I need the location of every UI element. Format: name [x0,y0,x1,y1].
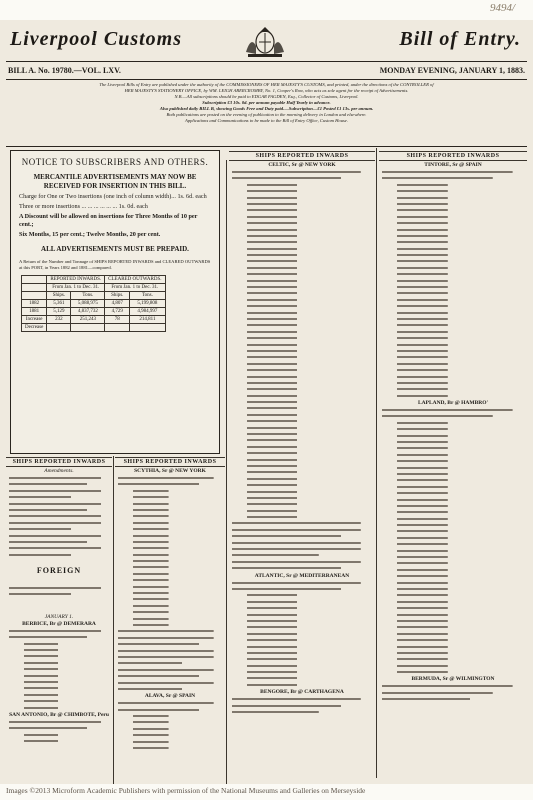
blurb-line: The Liverpool Bills of Entry are published under the authority of the COMMISSIONERS OF HER MAJESTY'S CUSTOMS, and printed, under the directions of the CONTROLLER of [99,82,434,87]
rate-line: Three or more insertions ... ... ... ... ... ... 1s. 0d. each [19,203,148,210]
text-line [133,745,222,751]
text-line [24,705,109,711]
blurb-line: Also published daily BILL B, showing Goods Free and Duty paid.—Subscription—£1 Posted £1 13s. per annum. [159,106,374,111]
table-row [22,300,166,308]
table-row [22,308,166,316]
date-heading: JANUARY 1. [44,613,74,620]
bill-number: BILL A. No. 19780.—VOL. LXV. [8,66,121,75]
rate-line: Six Months, 15 per cent.; Twelve Months, 20 per cent. [19,231,161,238]
column-divider [113,456,114,786]
table-cell: 5,129 [47,308,71,316]
table-header-outwards: CLEARED OUTWARDS. [105,276,165,284]
column-2 [115,456,225,782]
ship-heading: TINTORE, Sr @ SPAIN [424,162,482,168]
section-heading: SHIPS REPORTED INWARDS [115,457,225,467]
royal-crest-icon [242,24,288,58]
mercantile-notice: MERCANTILE ADVERTISEMENTS MAY NOW BE RECEIVED FOR INSERTION IN THIS BILL. [33,173,197,190]
text-line [9,591,109,597]
ship-heading: BENGORE, Br @ CARTHAGENA [260,689,344,696]
table-cell: 4,837,732 [71,308,105,316]
table-row [22,324,166,332]
copyright-notice: Images ©2013 Microform Academic Publishers with permission of the National Museums and Galleries on Merseyside [6,786,366,795]
amendments-heading: Amendments. [44,468,74,474]
table-corner [22,292,47,300]
section-heading: SHIPS REPORTED INWARDS [6,457,112,467]
text-line [397,669,524,675]
table-cell: 1882 [22,300,47,308]
ship-heading: SCYTHIA, Sr @ NEW YORK [134,468,206,474]
ship-heading: BERBICE, Br @ DEMERARA [22,620,96,627]
blurb-line: Both publications are posted on the evening of publication to the morning delivery in London and elsewhere. [166,112,367,117]
table-cell: 251,243 [71,316,105,324]
table-cell: 5,088,975 [71,300,105,308]
text-line [118,686,222,692]
blurb-line: Applications and Communications to be made to the Bill of Entry Office, Custom House. [185,118,348,123]
top-margin [0,0,533,20]
ship-heading: BERMUDA, Sr @ WILMINGTON [411,676,495,683]
table-cell: 214,811 [130,316,165,324]
table-cell: 1881 [22,308,47,316]
column-1 [6,456,112,782]
foreign-heading: FOREIGN [36,566,82,576]
table-row [22,316,166,324]
text-line [232,565,372,571]
masthead [6,24,527,58]
table-period: From Jan. 1 to Dec. 31. [105,284,165,292]
table-corner [22,284,47,292]
table-period: From Jan. 1 to Dec. 31. [47,284,105,292]
table-cell: Increase [22,316,47,324]
ship-heading: CELTIC, Sr @ NEW YORK [268,162,336,168]
rule [6,146,527,147]
masthead-title-left: Liverpool Customs [10,28,183,50]
rule [6,61,527,62]
table-cell [105,324,130,332]
table-cell: 5,199,808 [130,300,165,308]
prepaid-notice: ALL ADVERTISEMENTS MUST BE PREPAID. [41,245,189,253]
section-heading: SHIPS REPORTED INWARDS [229,151,375,161]
blurb-line: Subscription £3 10s. 0d. per annum payable Half Yearly in advance. [202,100,331,105]
column-divider [376,148,377,778]
text-line [24,738,109,744]
table-cell: 4,729 [105,308,130,316]
table-col-ships: Ships. [105,292,130,300]
ship-heading: SAN ANTONIO, Br @ CHIMBOTE, Peru [9,711,109,718]
table-cell: 232 [47,316,71,324]
column-3 [229,150,375,782]
rate-line: Charge for One or Two insertions (one inch of column width)... 1s. 6d. each [19,193,207,200]
column-divider [226,160,227,790]
table-col-tons: Tons. [71,292,105,300]
text-line [247,682,372,688]
rate-line: A Discount will be allowed on insertions for Three Months of 10 per cent.; [19,213,198,228]
handwritten-annotation: 9494/ [489,2,515,14]
table-col-tons: Tons. [130,292,165,300]
table-cell: Decrease [22,324,47,332]
ship-heading: LAPLAND, Br @ HAMBRO' [417,400,489,407]
table-cell [47,324,71,332]
text-line [232,709,372,715]
table-header-inwards: REPORTED INWARDS. [47,276,105,284]
issue-line [6,64,527,78]
blurb-line: HER MAJESTY'S STATIONERY OFFICE, by WM. LEIGH ABERCROMBY, No. 1, Cooper's Row, who acts as sole agent for the receipt of Advertisements. [124,88,409,93]
publication-notice [10,82,523,142]
table-cell [130,324,165,332]
ship-heading: ALAVA, Sr @ SPAIN [144,693,196,700]
rule [6,79,527,80]
notice-box [10,150,220,454]
text-line [382,696,524,702]
table-cell: 78 [105,316,130,324]
masthead-title-right: Bill of Entry. [399,28,521,50]
section-heading: SHIPS REPORTED INWARDS [379,151,527,161]
footer [0,784,533,800]
notice-heading: NOTICE TO SUBSCRIBERS AND OTHERS. [21,157,209,167]
table-corner [22,276,47,284]
tonnage-table [21,275,166,332]
table-cell [71,324,105,332]
column-4 [379,150,527,782]
blurb-line: N.B.—All subscriptions should be paid to EDGAR FAGDEN, Esq., Collector of Customs, Liverpool. [174,94,359,99]
table-cell: 4,807 [105,300,130,308]
return-text: A Return of the Number and Tonnage of SHIPS REPORTED INWARDS and CLEARED OUTWARDS at this PORT, in Years 1882 and 1881—compared. [19,259,211,270]
table-cell: 5,361 [47,300,71,308]
issue-date: MONDAY EVENING, JANUARY 1, 1883. [379,66,525,75]
text-line [397,393,524,399]
text-line [9,552,109,558]
table-col-ships: Ships. [47,292,71,300]
ship-heading: ATLANTIC, Sr @ MEDITERRANEAN [254,572,350,579]
table-cell: 4,984,997 [130,308,165,316]
